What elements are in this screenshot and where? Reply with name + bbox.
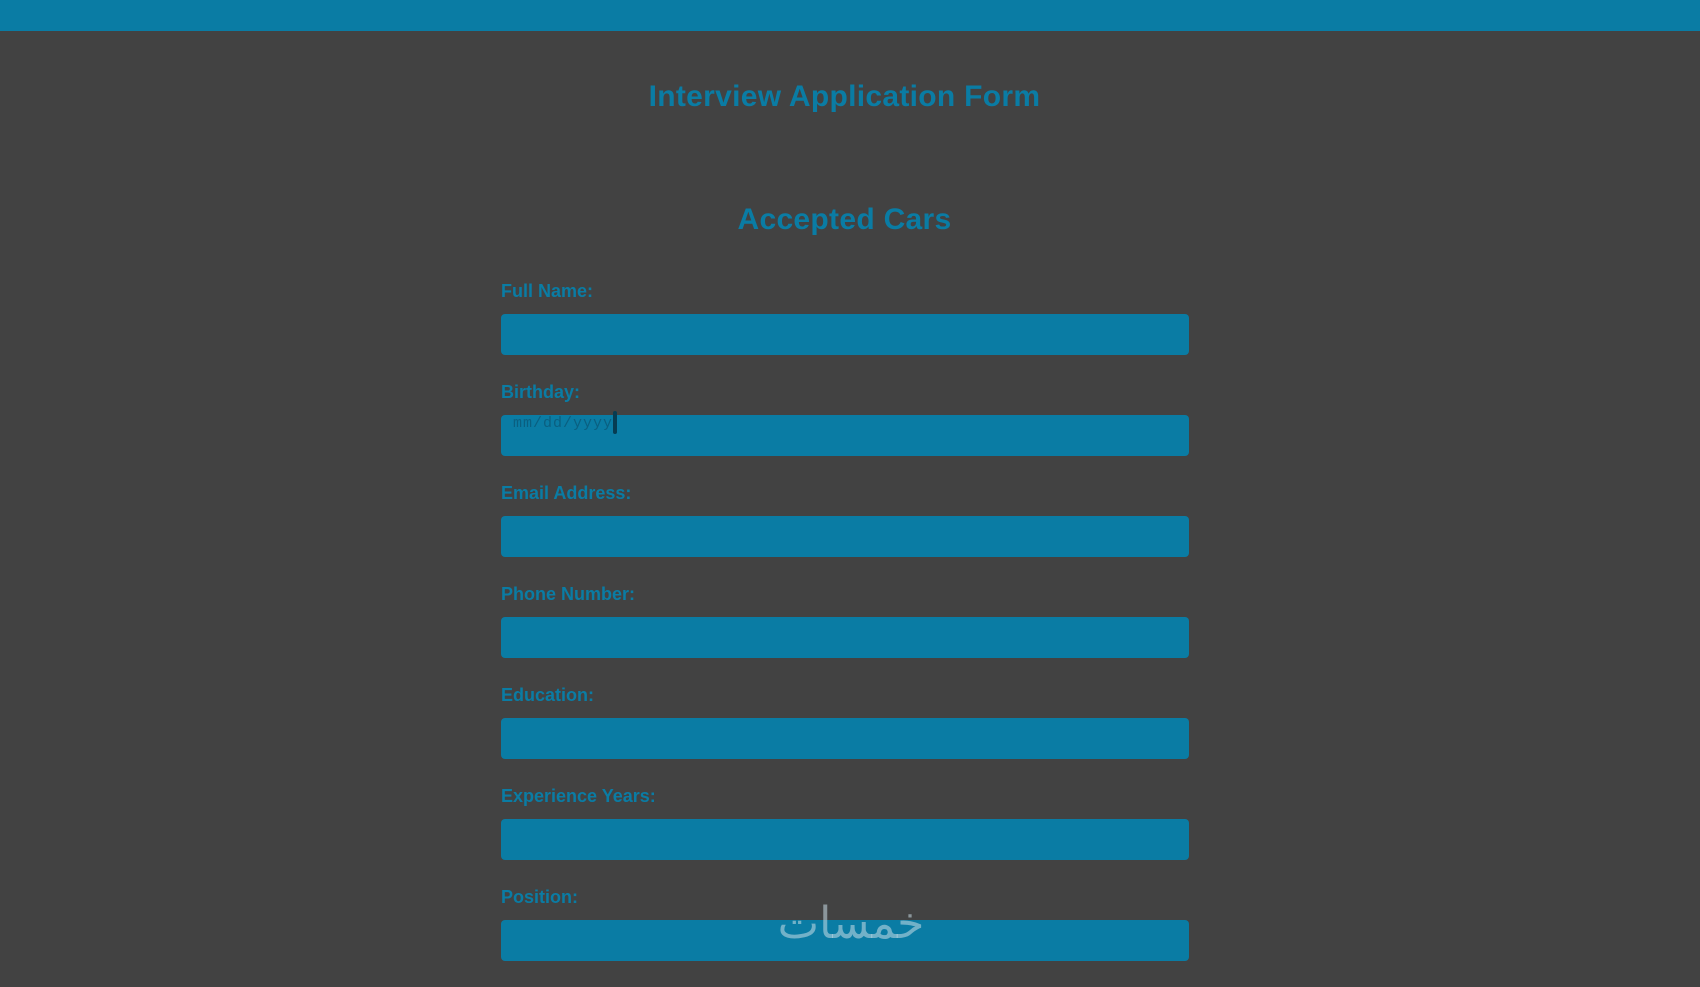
birthday-placeholder: mm/dd/yyyy bbox=[513, 415, 614, 432]
education-input[interactable] bbox=[501, 718, 1189, 759]
experience-years-input[interactable] bbox=[501, 819, 1189, 860]
experience-years-label: Experience Years: bbox=[501, 786, 656, 806]
full-name-label: Full Name: bbox=[501, 281, 594, 301]
khamsat-watermark: خمسات bbox=[777, 898, 925, 949]
birthday-input[interactable] bbox=[501, 415, 1189, 456]
phone-field bbox=[501, 583, 1189, 684]
page-title: Interview Application Form bbox=[648, 80, 1041, 113]
top-bar bbox=[0, 0, 1700, 31]
email-input[interactable] bbox=[501, 516, 1189, 557]
position-label: Position: bbox=[501, 887, 578, 907]
birthday-field bbox=[501, 381, 1189, 482]
full-name-field bbox=[501, 280, 1189, 381]
birthday-label: Birthday: bbox=[501, 382, 581, 402]
calendar-icon[interactable] bbox=[613, 411, 617, 434]
email-label: Email Address: bbox=[501, 483, 632, 503]
education-field bbox=[501, 684, 1189, 785]
section-title: Accepted Cars bbox=[737, 203, 952, 236]
experience-years-field bbox=[501, 785, 1189, 886]
email-field bbox=[501, 482, 1189, 583]
phone-label: Phone Number: bbox=[501, 584, 636, 604]
phone-input[interactable] bbox=[501, 617, 1189, 658]
full-name-input[interactable] bbox=[501, 314, 1189, 355]
education-label: Education: bbox=[501, 685, 594, 705]
application-form bbox=[501, 280, 1189, 987]
